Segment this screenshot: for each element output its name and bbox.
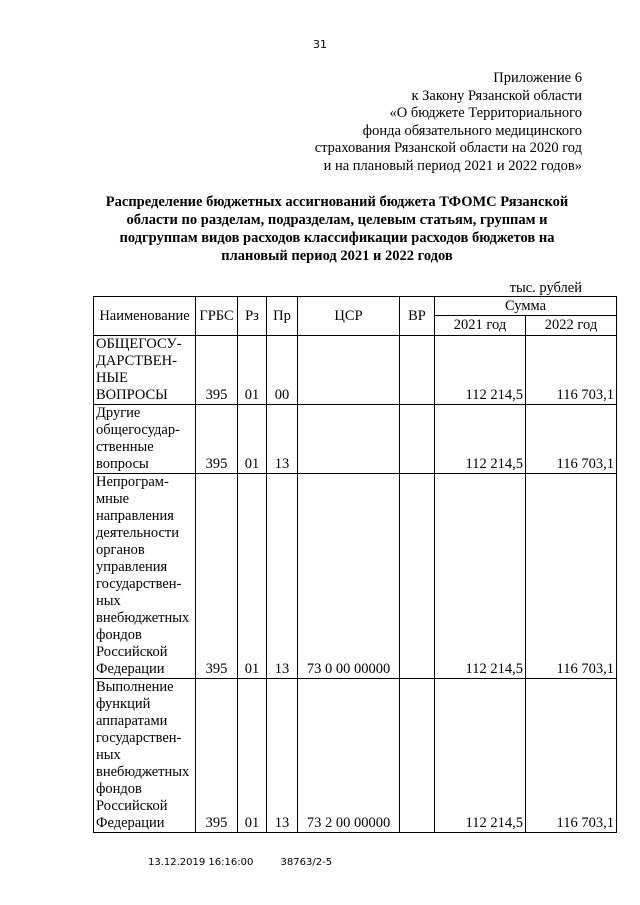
cell-name-line: мные (96, 491, 130, 507)
header-csr: ЦСР (298, 297, 400, 336)
title-line: Распределение бюджетных ассигнований бюджета ТФОМС Рязанской (105, 194, 569, 210)
cell-name-line: Федерации (96, 661, 165, 677)
cell-rz: 01 (238, 405, 267, 474)
cell-y2021: 112 214,5 (435, 474, 526, 679)
cell-vr (400, 336, 435, 405)
appendix-block (315, 70, 582, 175)
cell-name-line: аппаратами (96, 713, 168, 729)
cell-name-line: направления (96, 508, 174, 524)
cell-csr (298, 336, 400, 405)
cell-y2021: 112 214,5 (435, 679, 526, 833)
cell-name-line: НЫЕ (96, 370, 128, 386)
cell-name-line: органов (96, 542, 145, 558)
cell-name-line: управления (96, 559, 168, 575)
cell-rz: 01 (238, 474, 267, 679)
title-line: подгруппам видов расходов классификации расходов бюджетов на (119, 230, 555, 246)
cell-name-line: ственные (96, 439, 154, 455)
table-row (94, 474, 617, 679)
footer-datetime: 13.12.2019 16:16:00 (148, 857, 254, 868)
footer-doc-id: 38763/2-5 (280, 857, 333, 868)
cell-name-line: внебюджетных (96, 764, 190, 780)
appendix-line: «О бюджете Территориального (389, 105, 582, 121)
cell-name-line: деятельности (96, 525, 180, 541)
cell-name-line: ДАРСТВЕН- (96, 353, 177, 369)
cell-name (94, 474, 196, 679)
header-pr: Пр (267, 297, 298, 336)
document-title (92, 193, 582, 265)
cell-vr (400, 474, 435, 679)
cell-csr: 73 0 00 00000 (298, 474, 400, 679)
cell-grbs: 395 (196, 336, 238, 405)
cell-y2022: 116 703,1 (526, 336, 617, 405)
cell-csr: 73 2 00 00000 (298, 679, 400, 833)
table-row (94, 679, 617, 833)
cell-name-line: ных (96, 747, 121, 763)
cell-grbs: 395 (196, 405, 238, 474)
footer (148, 857, 332, 868)
cell-name (94, 405, 196, 474)
budget-table (93, 296, 617, 833)
cell-name-line: ОБЩЕГОСУ- (96, 336, 182, 352)
cell-name-line: государствен- (96, 576, 182, 592)
title-line: плановый период 2021 и 2022 годов (221, 248, 453, 264)
cell-y2022: 116 703,1 (526, 405, 617, 474)
cell-name-line: Федерации (96, 815, 165, 831)
cell-name-line: вопросы (96, 456, 149, 472)
cell-y2022: 116 703,1 (526, 474, 617, 679)
cell-name-line: Другие (96, 405, 141, 421)
cell-csr (298, 405, 400, 474)
appendix-line: к Закону Рязанской области (411, 87, 582, 104)
cell-name-line: Российской (96, 798, 168, 814)
cell-name (94, 679, 196, 833)
cell-name-line: ВОПРОСЫ (96, 387, 168, 403)
cell-name-line: Непрограм- (96, 474, 169, 490)
cell-y2022: 116 703,1 (526, 679, 617, 833)
cell-grbs: 395 (196, 474, 238, 679)
table-row (94, 336, 617, 405)
cell-vr (400, 405, 435, 474)
cell-name-line: фондов (96, 781, 142, 797)
cell-pr: 13 (267, 679, 298, 833)
header-2022: 2022 год (526, 316, 617, 336)
title-line: области по разделам, подразделам, целевым статьям, группам и (126, 212, 548, 228)
header-2021: 2021 год (435, 316, 526, 336)
appendix-line: Приложение 6 (493, 70, 582, 86)
appendix-line: и на плановый период 2021 и 2022 годов» (323, 157, 582, 174)
cell-pr: 13 (267, 405, 298, 474)
cell-name-line: функций (96, 696, 151, 712)
cell-name-line: фондов (96, 627, 142, 643)
header-sum: Сумма (435, 297, 617, 316)
header-vr: ВР (400, 297, 435, 336)
cell-vr (400, 679, 435, 833)
cell-pr: 13 (267, 474, 298, 679)
header-rz: Рз (238, 297, 267, 336)
appendix-line: страхования Рязанской области на 2020 год (314, 140, 582, 156)
cell-pr: 00 (267, 336, 298, 405)
page-number: 31 (313, 38, 327, 51)
appendix-line: фонда обязательного медицинского (362, 122, 582, 139)
cell-name-line: ных (96, 593, 121, 609)
cell-name (94, 336, 196, 405)
cell-y2021: 112 214,5 (435, 405, 526, 474)
cell-rz: 01 (238, 679, 267, 833)
cell-y2021: 112 214,5 (435, 336, 526, 405)
header-grbs: ГРБС (196, 297, 238, 336)
units-label: тыс. рублей (509, 280, 582, 296)
cell-rz: 01 (238, 336, 267, 405)
table-row (94, 405, 617, 474)
cell-name-line: государствен- (96, 730, 182, 746)
cell-name-line: Выполнение (96, 679, 174, 695)
cell-name-line: общегосудар- (96, 422, 180, 438)
header-name: Наименование (94, 297, 196, 336)
cell-name-line: внебюджетных (96, 610, 190, 626)
cell-grbs: 395 (196, 679, 238, 833)
table-body (94, 336, 617, 833)
cell-name-line: Российской (96, 644, 168, 660)
